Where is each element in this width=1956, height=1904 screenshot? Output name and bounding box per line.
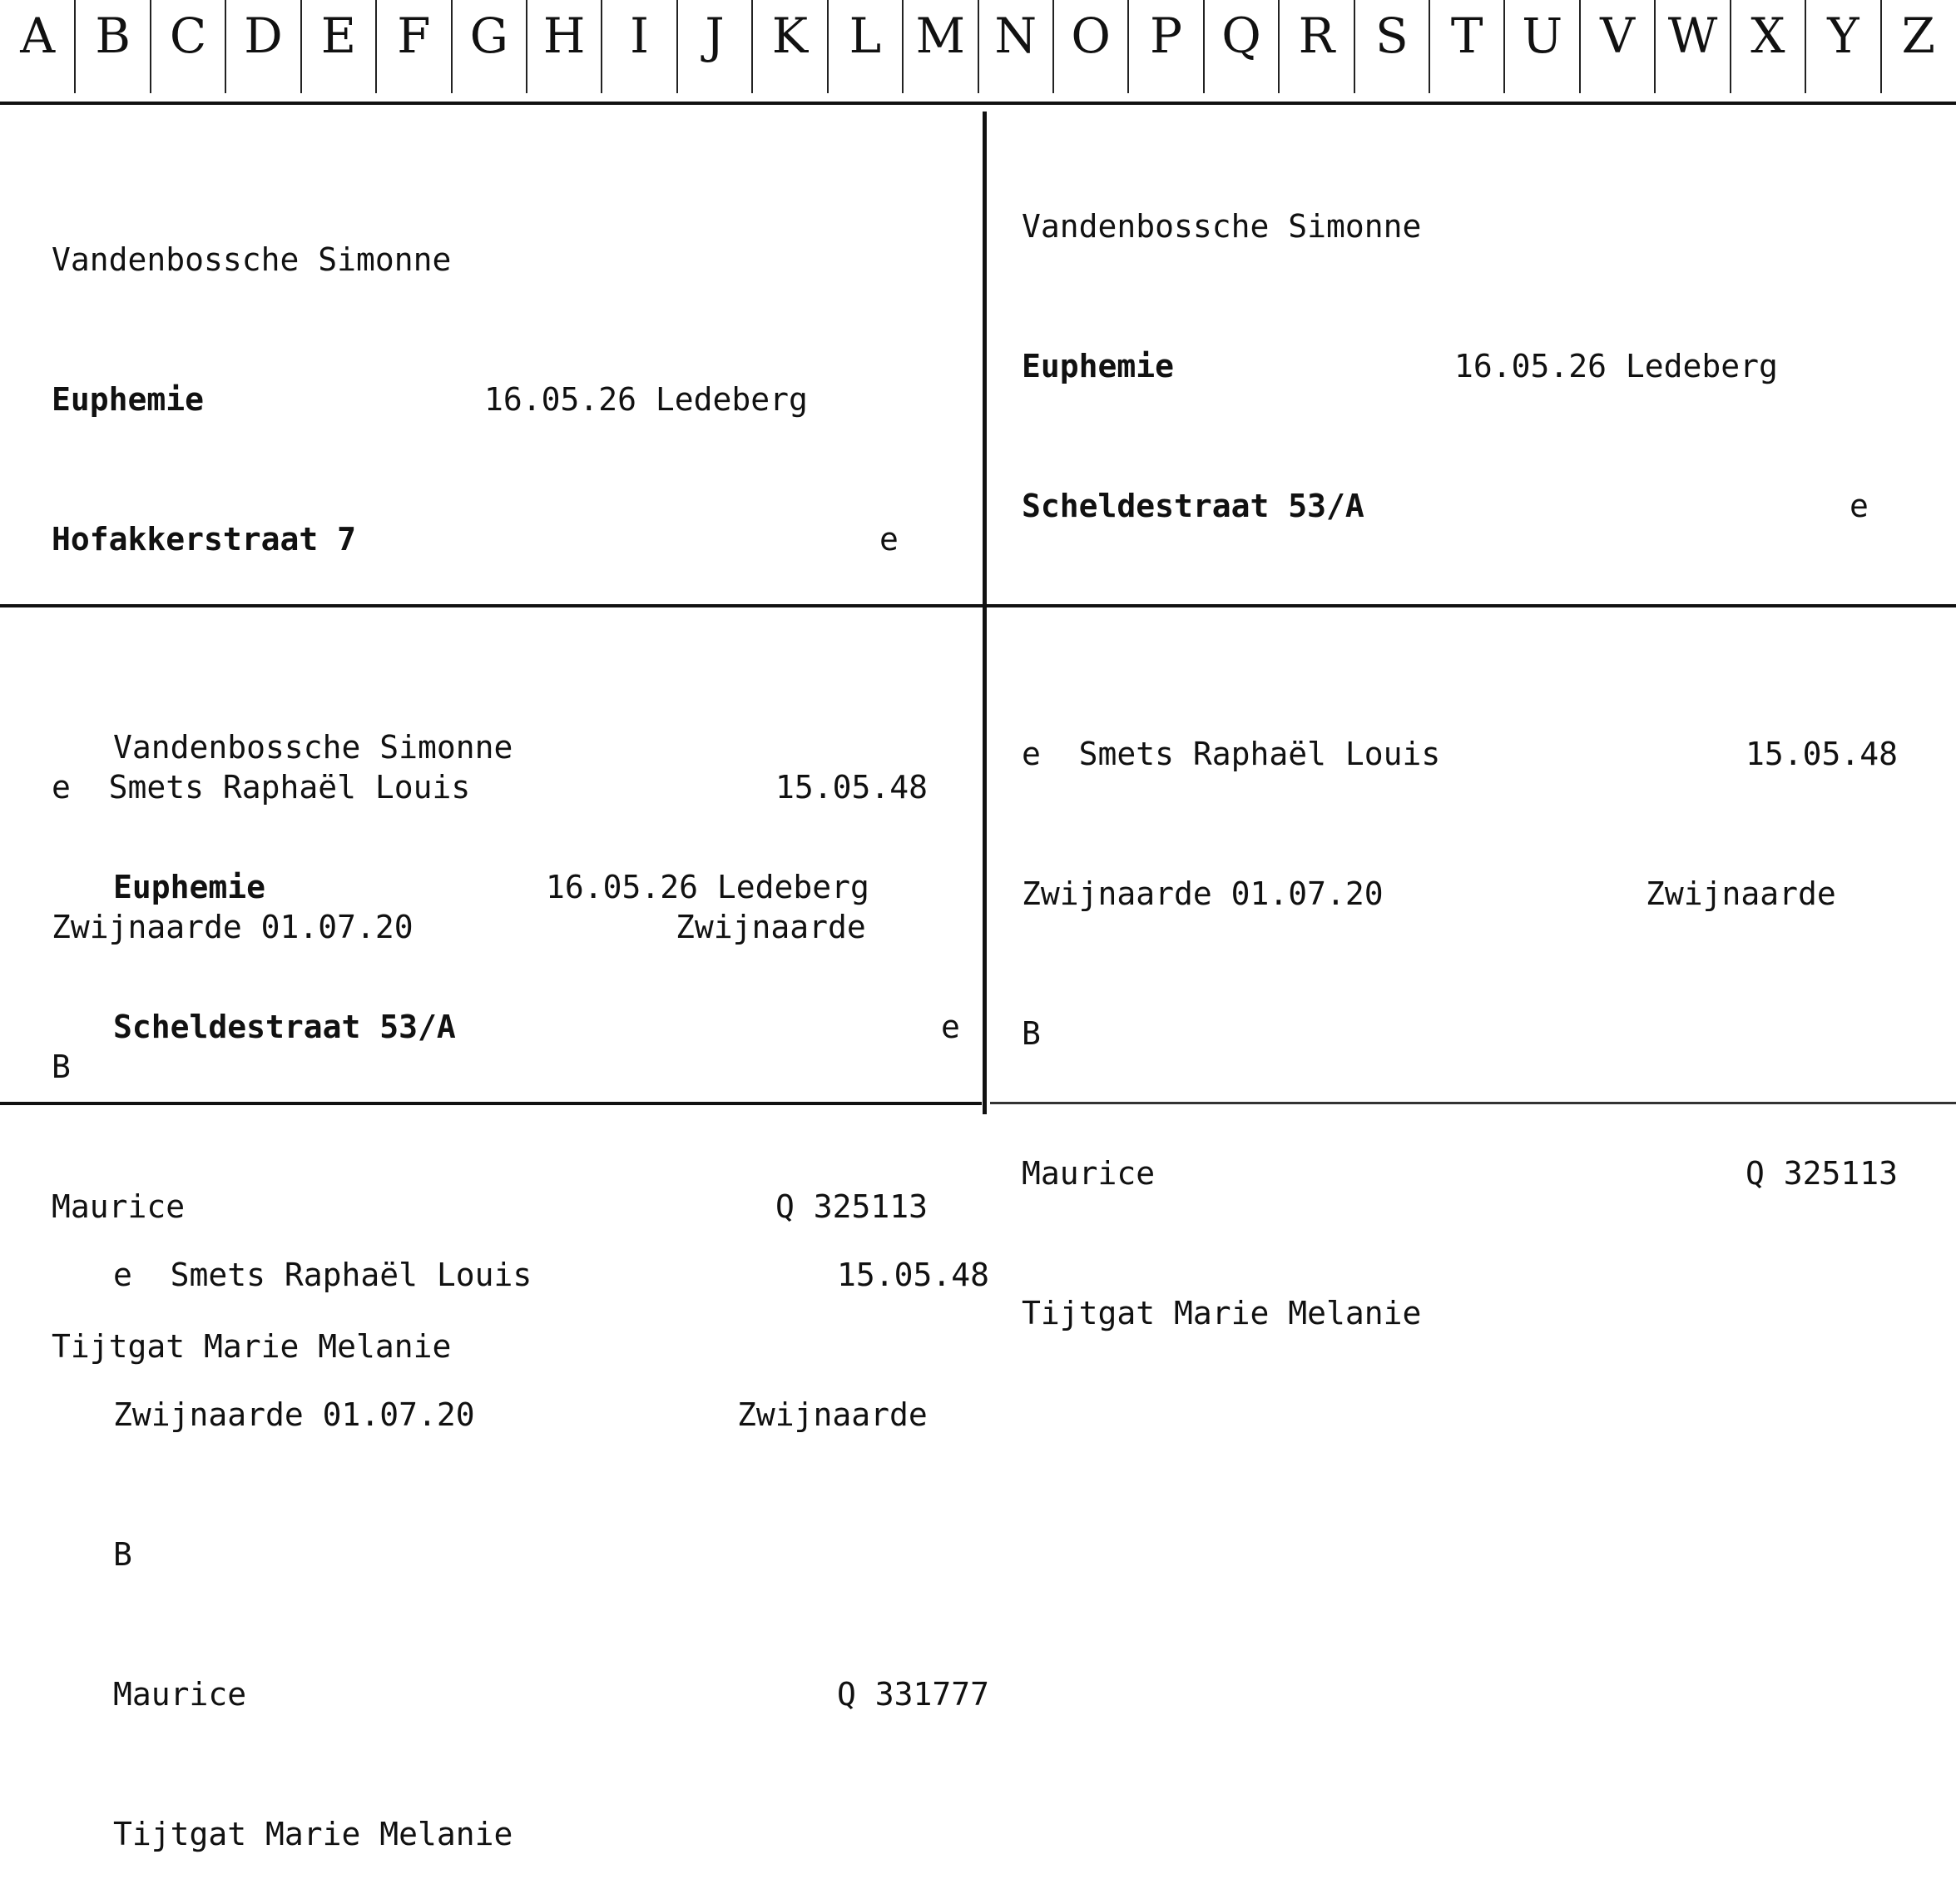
index-letter-r: R	[1298, 7, 1335, 64]
card-number: Q 325113	[775, 1188, 928, 1225]
index-separator	[1579, 0, 1581, 93]
index-letter-y: Y	[1827, 7, 1859, 64]
card-mother: Tijtgat Marie Melanie	[1022, 1295, 1422, 1331]
index-letter-c: C	[169, 7, 207, 64]
index-letter-b: B	[95, 7, 131, 64]
index-separator	[676, 0, 678, 93]
card-spouse: e Smets Raphaël Louis	[113, 1257, 532, 1293]
card-father: Maurice	[1022, 1155, 1156, 1192]
index-letter-x: X	[1750, 7, 1785, 64]
card-marriage-place: Zwijnaarde	[676, 909, 866, 945]
card-spouse: e Smets Raphaël Louis	[1022, 736, 1441, 772]
card-mark: e	[1850, 488, 1869, 524]
index-letter-n: N	[994, 7, 1037, 64]
index-separator	[300, 0, 302, 93]
card-number: Q 331777	[837, 1676, 990, 1713]
card-birth: 16.05.26 Ledeberg	[546, 869, 869, 905]
index-separator	[1503, 0, 1505, 93]
index-separator	[1203, 0, 1205, 93]
index-separator	[1354, 0, 1355, 93]
card-surname: Vandenbossche Simonne	[113, 729, 513, 766]
card-spouse-birth: Zwijnaarde 01.07.20	[52, 909, 413, 945]
index-letter-k: K	[771, 7, 809, 64]
index-letter-i: I	[630, 7, 650, 64]
index-separator	[375, 0, 377, 93]
index-separator	[827, 0, 829, 93]
card-firstname: Euphemie	[1022, 348, 1175, 384]
index-separator	[1052, 0, 1054, 93]
card-surname: Vandenbossche Simonne	[52, 241, 452, 278]
index-separator	[601, 0, 602, 93]
card-birth: 16.05.26 Ledeberg	[1454, 348, 1778, 384]
index-letter-v: V	[1600, 7, 1636, 64]
card-father: Maurice	[113, 1676, 247, 1713]
card-code: B	[113, 1536, 132, 1573]
card-mother: Tijtgat Marie Melanie	[52, 1328, 452, 1365]
card-firstname: Euphemie	[52, 381, 205, 418]
record-card-bottom-left	[113, 631, 990, 1904]
index-separator	[225, 0, 226, 93]
index-separator	[1805, 0, 1806, 93]
index-separator	[751, 0, 753, 93]
center-divider	[983, 112, 987, 1114]
index-separator	[1429, 0, 1430, 93]
index-letter-d: D	[244, 7, 283, 64]
card-address: Scheldestraat 53/A	[1022, 488, 1364, 524]
card-marriage-date: 15.05.48	[1746, 736, 1899, 772]
index-letter-j: J	[705, 7, 725, 64]
card-spouse-birth: Zwijnaarde 01.07.20	[1022, 875, 1384, 912]
card-marriage-place: Zwijnaarde	[1646, 875, 1836, 912]
index-letter-h: H	[542, 7, 586, 64]
card-code: B	[52, 1049, 71, 1085]
index-separator	[74, 0, 76, 93]
index-letter-a: A	[20, 7, 56, 64]
index-letter-t: T	[1450, 7, 1483, 64]
card-mark: e	[879, 521, 899, 558]
card-spouse-birth: Zwijnaarde 01.07.20	[113, 1396, 475, 1433]
card-marriage-place: Zwijnaarde	[737, 1396, 928, 1433]
alphabet-index-header	[0, 0, 1956, 102]
card-marriage-date: 15.05.48	[775, 769, 928, 806]
index-separator	[1278, 0, 1280, 93]
index-separator	[978, 0, 979, 93]
index-letter-o: O	[1071, 7, 1111, 64]
index-letter-w: W	[1667, 7, 1718, 64]
index-separator	[1880, 0, 1882, 93]
card-father: Maurice	[52, 1188, 186, 1225]
index-letter-z: Z	[1901, 7, 1935, 64]
index-letter-m: M	[915, 7, 965, 64]
index-letter-l: L	[849, 7, 882, 64]
index-separator	[526, 0, 527, 93]
index-separator	[1730, 0, 1731, 93]
card-marriage-date: 15.05.48	[837, 1257, 990, 1293]
card-address: Scheldestraat 53/A	[113, 1009, 456, 1045]
index-letter-q: Q	[1221, 7, 1261, 64]
index-separator	[1654, 0, 1656, 93]
card-surname: Vandenbossche Simonne	[1022, 208, 1422, 245]
card-birth: 16.05.26 Ledeberg	[484, 381, 808, 418]
card-spouse: e Smets Raphaël Louis	[52, 769, 471, 806]
index-letter-u: U	[1522, 7, 1563, 64]
card-firstname: Euphemie	[113, 869, 266, 905]
index-letter-p: P	[1150, 7, 1183, 64]
index-letter-e: E	[320, 7, 357, 64]
header-divider	[0, 102, 1956, 105]
index-separator	[902, 0, 904, 93]
card-address: Hofakkerstraat 7	[52, 521, 357, 558]
index-letter-s: S	[1374, 7, 1409, 64]
index-letter-f: F	[397, 7, 431, 64]
card-code: B	[1022, 1015, 1041, 1052]
card-mark: e	[941, 1009, 960, 1045]
record-card-top-right	[1022, 110, 1937, 1383]
card-number: Q 325113	[1746, 1155, 1899, 1192]
card-mother: Tijtgat Marie Melanie	[113, 1816, 513, 1852]
index-separator	[1127, 0, 1129, 93]
index-separator	[451, 0, 453, 93]
index-separator	[150, 0, 151, 93]
index-letter-g: G	[469, 7, 508, 64]
